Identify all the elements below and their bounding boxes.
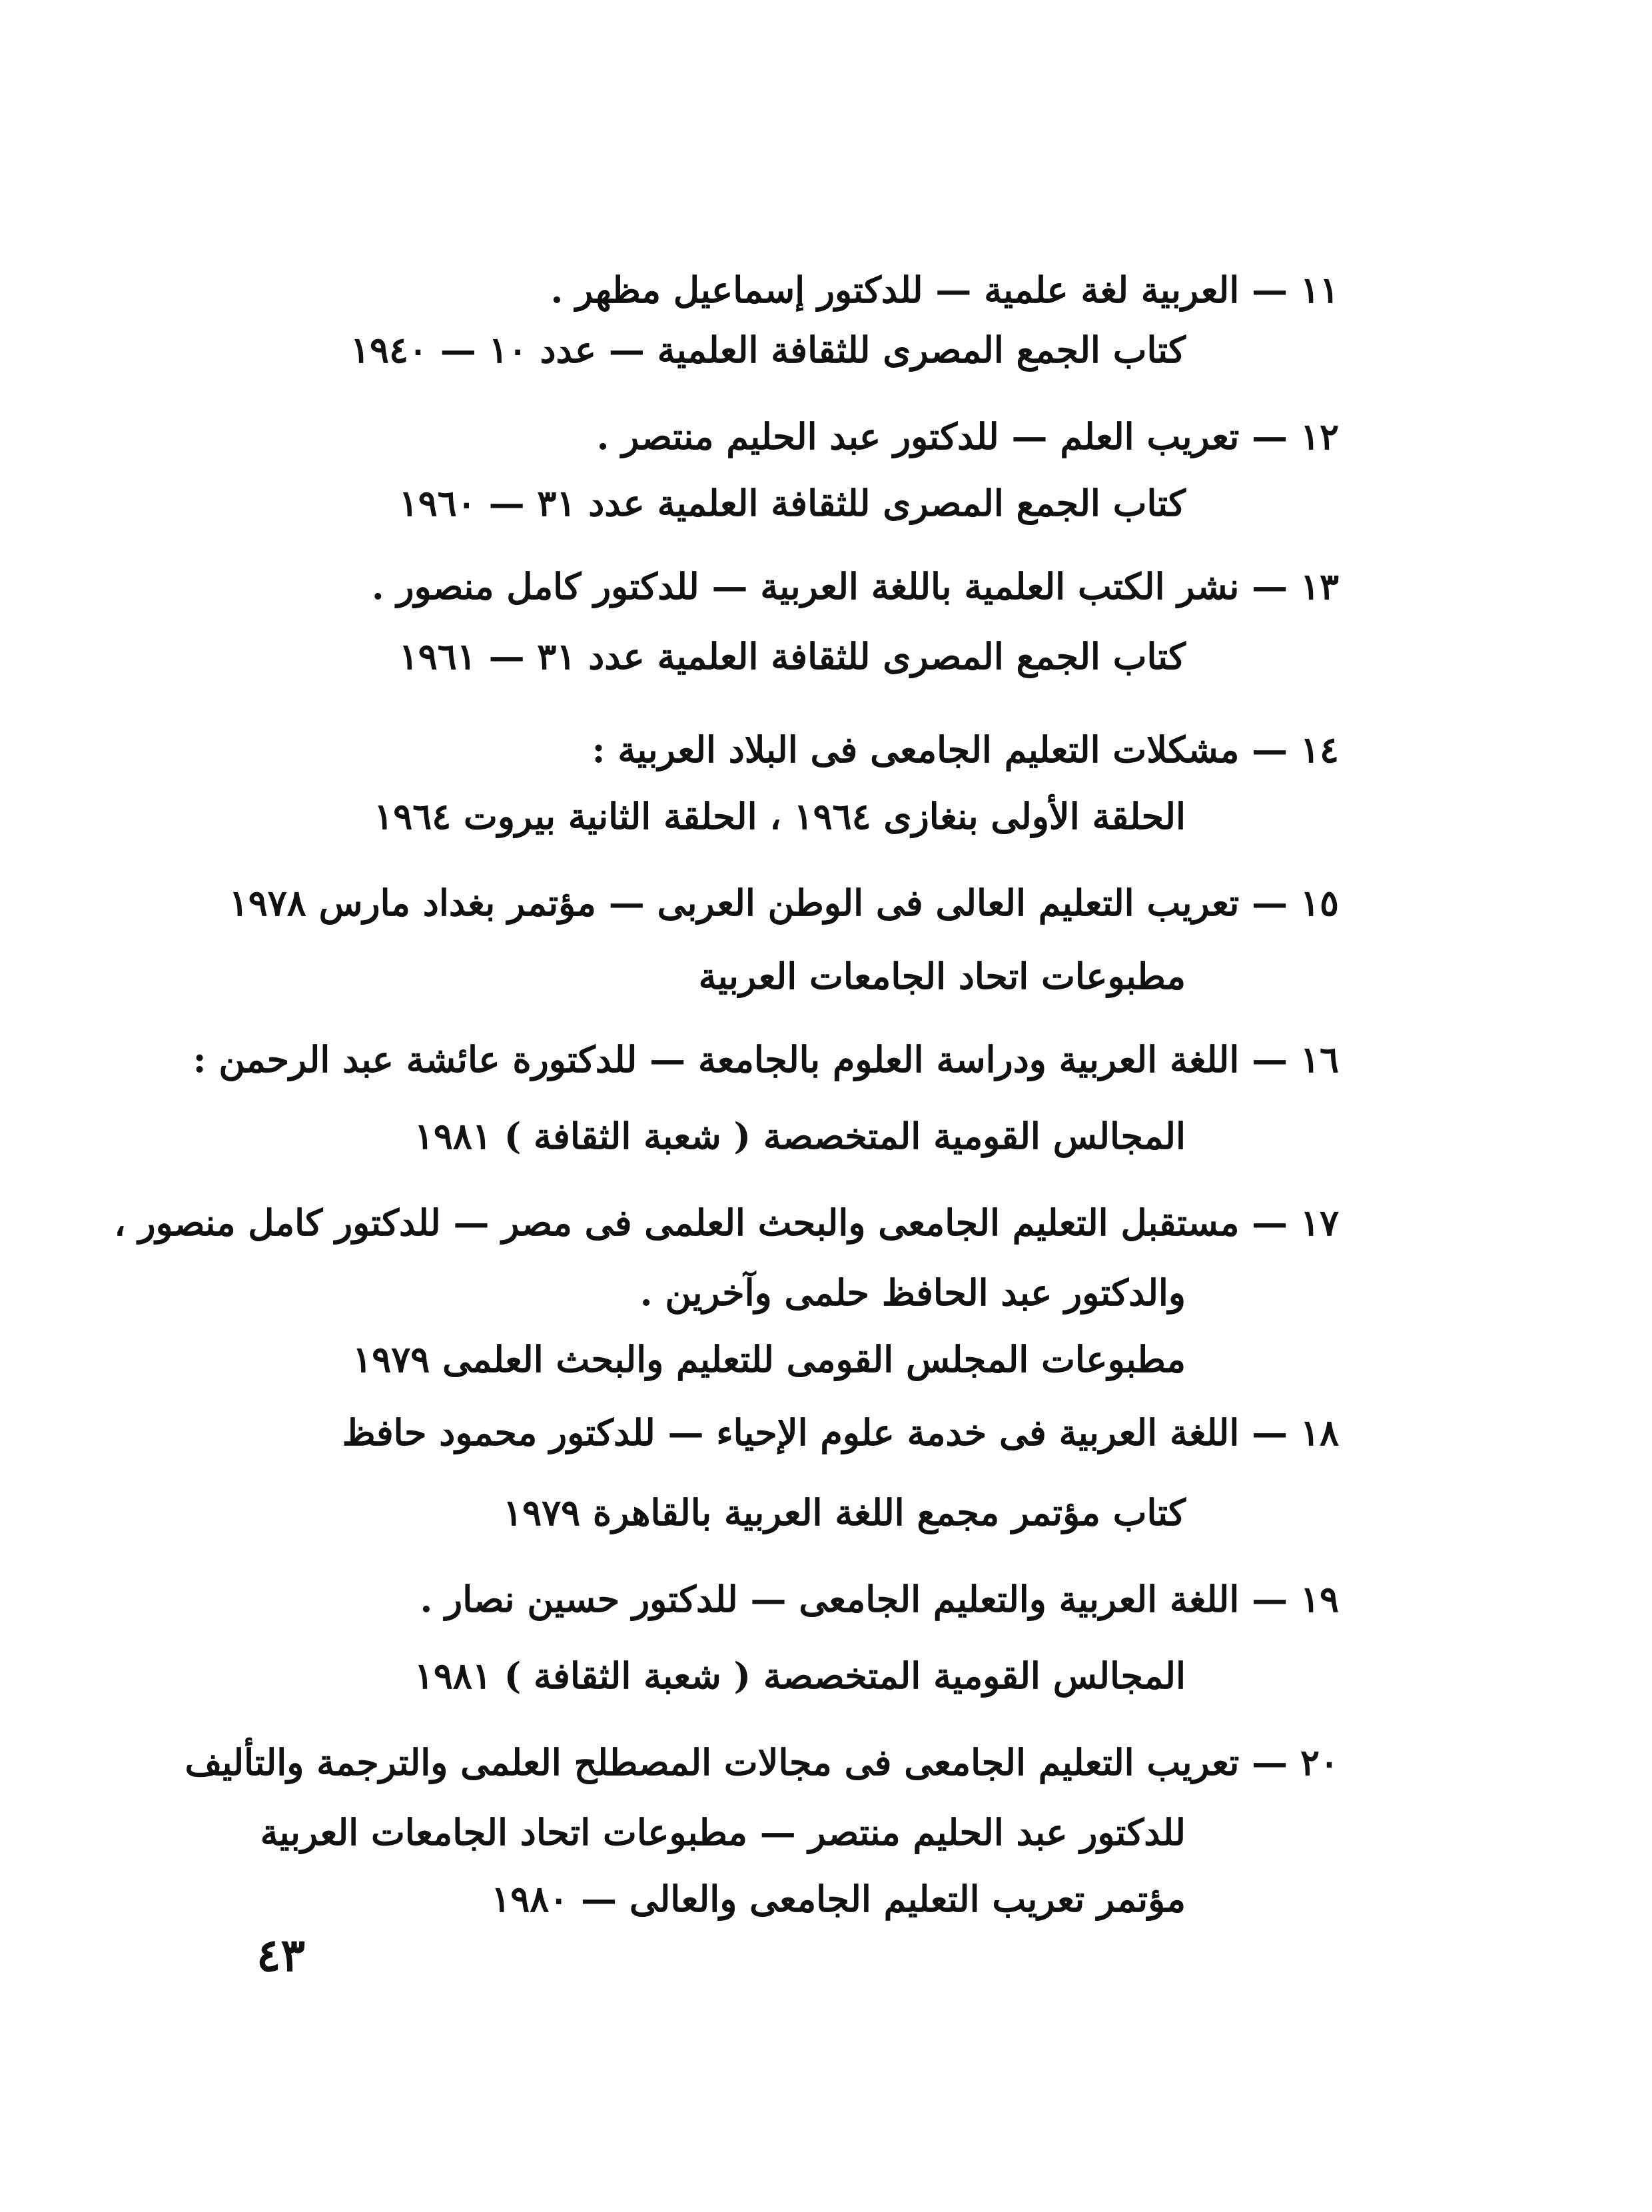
reference-17-title: ١٧ — مستقبل التعليم الجامعى والبحث العلمى فى مصر — للدكتور كامل منصور ، bbox=[114, 1201, 1339, 1244]
reference-18-source: كتاب مؤتمر مجمع اللغة العربية بالقاهرة ١٩٧٩ bbox=[503, 1491, 1186, 1534]
reference-14-source: الحلقة الأولى بنغازى ١٩٦٤ ، الحلقة الثانية بيروت ١٩٦٤ bbox=[374, 795, 1186, 837]
reference-16-title: ١٦ — اللغة العربية ودراسة العلوم بالجامعة — للدكتورة عائشة عبد الرحمن : bbox=[193, 1038, 1339, 1081]
reference-13-source: كتاب الجمع المصرى للثقافة العلمية عدد ٣١ — ١٩٦١ bbox=[398, 635, 1186, 678]
reference-12-title: ١٢ — تعريب العلم — للدكتور عبد الحليم منتصر . bbox=[596, 415, 1339, 458]
reference-15-source: مطبوعات اتحاد الجامعات العربية bbox=[698, 955, 1186, 997]
reference-19-title: ١٩ — اللغة العربية والتعليم الجامعى — للدكتور حسين نصار . bbox=[420, 1578, 1339, 1620]
reference-16-source: المجالس القومية المتخصصة ( شعبة الثقافة ) ١٩٨١ bbox=[414, 1115, 1186, 1157]
reference-20-author-publisher: للدكتور عبد الحليم منتصر — مطبوعات اتحاد الجامعات العربية bbox=[260, 1811, 1186, 1854]
reference-17-source: مطبوعات المجلس القومى للتعليم والبحث العلمى ١٩٧٩ bbox=[352, 1338, 1186, 1381]
reference-13-title: ١٣ — نشر الكتب العلمية باللغة العربية — للدكتور كامل منصور . bbox=[371, 565, 1339, 608]
reference-17-authors: والدكتور عبد الحافظ حلمى وآخرين . bbox=[639, 1271, 1186, 1314]
reference-12-source: كتاب الجمع المصرى للثقافة العلمية عدد ٣١ — ١٩٦٠ bbox=[398, 482, 1186, 524]
reference-11-title: ١١ — العربية لغة علمية — للدكتور إسماعيل مظهر . bbox=[550, 269, 1339, 311]
reference-18-title: ١٨ — اللغة العربية فى خدمة علوم الإحياء — للدكتور محمود حافظ bbox=[342, 1411, 1339, 1454]
reference-19-source: المجالس القومية المتخصصة ( شعبة الثقافة ) ١٩٨١ bbox=[414, 1654, 1186, 1697]
reference-11-source: كتاب الجمع المصرى للثقافة العلمية — عدد ١٠ — ١٩٤٠ bbox=[350, 328, 1186, 371]
reference-14-title: ١٤ — مشكلات التعليم الجامعى فى البلاد العربية : bbox=[592, 728, 1339, 771]
reference-20-title: ٢٠ — تعريب التعليم الجامعى فى مجالات المصطلح العلمى والترجمة والتأليف bbox=[185, 1741, 1339, 1784]
page-number: ٤٣ bbox=[256, 1929, 306, 1982]
reference-20-conference: مؤتمر تعريب التعليم الجامعى والعالى — ١٩٨٠ bbox=[491, 1878, 1186, 1920]
reference-15-title: ١٥ — تعريب التعليم العالى فى الوطن العربى — مؤتمر بغداد مارس ١٩٧٨ bbox=[228, 881, 1339, 924]
